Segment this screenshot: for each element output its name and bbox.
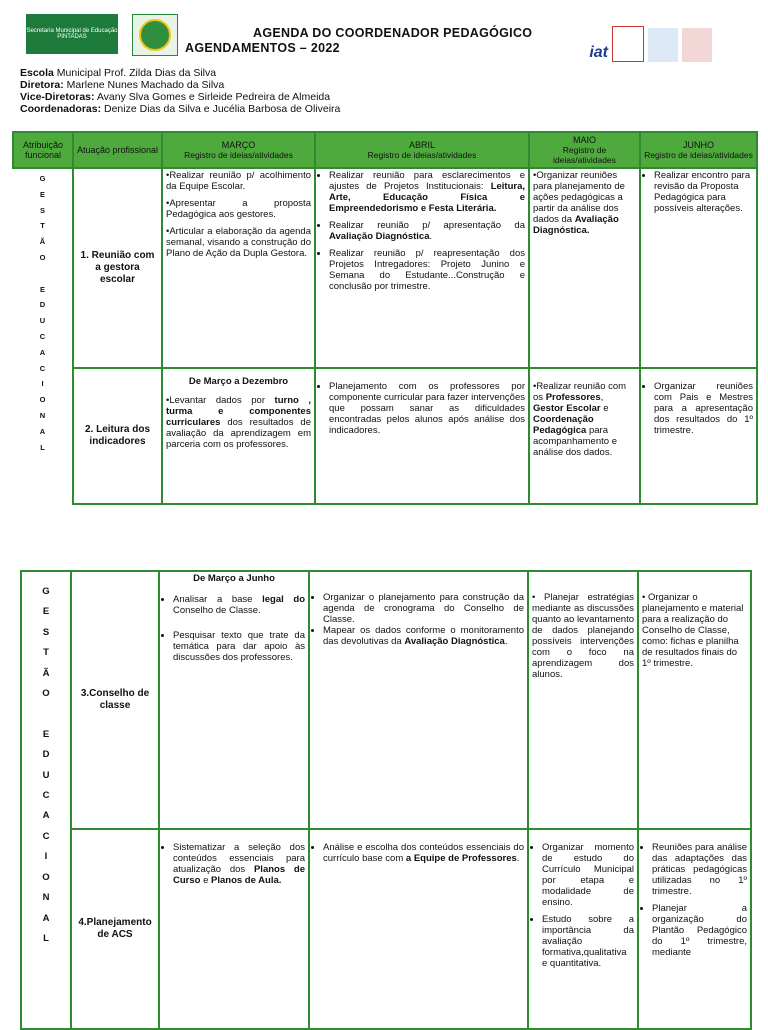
junho-item: • Reuniões para análise das adaptações das práticas pedagógicas utilizadas no 1º trimestre. bbox=[652, 842, 747, 897]
junho-item: • Realizar encontro para revisão da Proposta Pedagógica para possíveis alterações. bbox=[654, 170, 753, 214]
vertical-letter: Ã bbox=[39, 237, 46, 247]
marco-item: •Articular a elaboração da agenda semanal, visando a construção do Plano de Ação da Dupla Gestora. bbox=[166, 226, 311, 259]
vertical-letter: G bbox=[39, 174, 46, 183]
table-row bbox=[21, 829, 751, 1029]
marco-text-bold: legal do bbox=[262, 594, 305, 605]
atuacao-cell: 2. Leitura dos indicadores bbox=[73, 368, 162, 504]
maio-text: •Realizar reunião com os bbox=[533, 381, 627, 403]
junho-cell bbox=[640, 368, 757, 504]
col-maio bbox=[529, 132, 640, 168]
marco-cell bbox=[162, 168, 315, 368]
marco-text: e bbox=[200, 875, 212, 886]
col-junho bbox=[640, 132, 757, 168]
maio-cell bbox=[529, 168, 640, 368]
registro-label: Registro de ideias/atividades bbox=[367, 150, 477, 160]
vertical-letter: Ã bbox=[42, 667, 50, 679]
vertical-letter: A bbox=[42, 912, 50, 924]
junho-item: • Planejar a organização do Plantão Pedagógico do 1º trimestre, mediante bbox=[652, 903, 747, 958]
table-row bbox=[21, 571, 751, 829]
coord-line bbox=[20, 103, 340, 115]
vertical-letter: I bbox=[41, 379, 44, 389]
agenda-table-1 bbox=[12, 131, 758, 505]
marco-text: Conselho de Classe. bbox=[173, 605, 261, 616]
marco-text: Analisar a base bbox=[173, 594, 263, 605]
abril-text: . bbox=[516, 853, 520, 864]
marco-text: Sistematizar a seleção dos conteúdos essenciais para atualização dos bbox=[173, 842, 305, 875]
abril-text-bold: Avaliação Diagnóstica bbox=[329, 231, 430, 242]
coord-value: Denize Dias da Silva e Jucélia Barbosa de Oliveira bbox=[101, 103, 341, 115]
vertical-letter bbox=[22, 704, 70, 724]
vertical-letter: C bbox=[39, 331, 46, 341]
partner-logo-4 bbox=[716, 28, 746, 62]
marco-item bbox=[173, 842, 305, 886]
vertical-letter: A bbox=[39, 426, 46, 436]
gestao-educacional-label bbox=[13, 168, 73, 504]
partner-logo-3 bbox=[682, 28, 712, 62]
maio-text: • Planejar estratégias mediante as discussões quanto ao levantamento de dados planejando possíveis intervenções com o foco na aprendizagem dos alunos. bbox=[532, 592, 634, 680]
maio-text: , bbox=[600, 392, 604, 403]
vertical-letter: A bbox=[42, 810, 50, 822]
abril-text-bold: Leitura, Arte, Educação Física e Empreendedorismo e Festa Literária. bbox=[329, 181, 525, 214]
abril-item: • Planejamento com os professores por componente curricular para fazer intervenções que possam sanar as dificuldades encontradas pelos alunos após análise dos indicadores. bbox=[329, 381, 525, 436]
atuacao-cell: 3.Conselho de classe bbox=[71, 571, 159, 829]
gestao-educacional-label bbox=[21, 571, 71, 1029]
junho-item: • Organizar reuniões com Pais e Mestres para a apresentação dos resultados do 1º trimestre. bbox=[654, 381, 753, 436]
marco-text-bold: Planos de Curso bbox=[173, 864, 305, 886]
agenda-table-2 bbox=[20, 570, 752, 1030]
junho-text: • Organizar o planejamento e material para a realização do Conselho de Classe, como: fichas e planilha de resultados finais do 1º trimestre. bbox=[642, 592, 744, 669]
marco-item: •Realizar reunião p/ acolhimento da Equipe Escolar. bbox=[166, 170, 311, 192]
maio-text: para acompanhamento e análise dos dados. bbox=[533, 425, 617, 458]
abril-text: . bbox=[429, 231, 433, 242]
vice-line bbox=[20, 91, 340, 103]
vertical-letter: D bbox=[39, 300, 46, 310]
abril-text-bold: Avaliação Diagnóstica bbox=[404, 636, 505, 647]
maio-text: •Organizar reuniões para planejamento de ações pedagógicas a partir da análise dos dados da bbox=[533, 170, 625, 225]
vertical-letter: O bbox=[39, 395, 46, 405]
abril-text: Realizar reunião para esclarecimentos e ajustes de Projetos Institucionais: bbox=[329, 170, 525, 192]
abril-item bbox=[323, 625, 524, 647]
vertical-letter: E bbox=[42, 728, 50, 740]
marco-text: dos resultados de avaliação da aprendizagem em parceria com os professores. bbox=[166, 417, 311, 450]
marco-item: •Apresentar a proposta Pedagógica aos gestores. bbox=[166, 198, 311, 220]
col-marco bbox=[162, 132, 315, 168]
registro-label: Registro de ideias/atividades bbox=[644, 150, 753, 160]
partner-logo-2 bbox=[648, 28, 678, 62]
marco-text: •Levantar dados por bbox=[166, 395, 275, 406]
maio-label: MAIO bbox=[572, 135, 596, 145]
abril-label: ABRIL bbox=[408, 140, 435, 150]
maio-item: • Estudo sobre a importância da avaliação formativa,qualitativa e quantitativa. bbox=[542, 914, 634, 969]
maio-text-bold: Avaliação Diagnóstica. bbox=[533, 214, 619, 236]
abril-item bbox=[329, 170, 525, 214]
period-label: De Março a Dezembro bbox=[188, 376, 289, 387]
col-atuacao: Atuação profissional bbox=[73, 132, 162, 168]
abril-text: Realizar reunião p/ apresentação da bbox=[329, 220, 525, 231]
seal-icon bbox=[139, 19, 171, 51]
iat-logo: iat bbox=[589, 44, 608, 61]
vertical-letter: C bbox=[42, 830, 50, 842]
school-info bbox=[20, 67, 340, 115]
vertical-letter: O bbox=[42, 688, 50, 700]
maio-cell bbox=[529, 368, 640, 504]
marco-cell bbox=[159, 829, 309, 1029]
vertical-letter: S bbox=[42, 626, 50, 638]
vertical-letter: T bbox=[40, 221, 45, 231]
partner-logos bbox=[589, 26, 746, 62]
marco-label: MARÇO bbox=[221, 140, 256, 150]
vertical-letter: U bbox=[42, 769, 50, 781]
vertical-letter: O bbox=[39, 252, 46, 262]
vertical-letter: S bbox=[39, 205, 45, 215]
page-subtitle: AGENDAMENTOS – 2022 bbox=[185, 41, 340, 55]
marco-item bbox=[173, 594, 305, 616]
atuacao-cell: 1. Reunião com a gestora escolar bbox=[73, 168, 162, 368]
vertical-letter: O bbox=[42, 871, 50, 883]
abril-cell bbox=[309, 571, 528, 829]
vice-label: Vice-Diretoras: bbox=[20, 91, 95, 103]
partner-logo-1 bbox=[612, 26, 644, 62]
abril-cell bbox=[315, 168, 529, 368]
vertical-letter: N bbox=[42, 892, 50, 904]
maio-text-bold: Coordenação Pedagógica bbox=[533, 414, 594, 436]
maio-text-bold: Gestor Escolar bbox=[533, 403, 601, 414]
vertical-letter: T bbox=[43, 647, 49, 659]
abril-item bbox=[323, 842, 524, 864]
abril-text: . bbox=[504, 636, 508, 647]
vertical-letter: C bbox=[42, 790, 50, 802]
marco-cell bbox=[162, 368, 315, 504]
maio-text: e bbox=[600, 403, 609, 414]
vertical-letter: N bbox=[39, 410, 46, 420]
abril-text-bold: a Equipe de Professores bbox=[405, 853, 517, 864]
junho-cell bbox=[638, 829, 751, 1029]
maio-item: • Organizar momento de estudo do Currículo Municipal por etapa e modalidade de ensino. bbox=[542, 842, 634, 908]
header-row bbox=[13, 132, 757, 168]
vertical-letter: D bbox=[42, 749, 50, 761]
school-seal-logo bbox=[132, 14, 178, 56]
registro-label: Registro de ideias/atividades bbox=[553, 145, 616, 165]
col-atribuicao: Atribuição funcional bbox=[13, 132, 73, 168]
escola-label: Escola bbox=[20, 67, 54, 79]
junho-label: JUNHO bbox=[683, 140, 714, 150]
diretora-label: Diretora: bbox=[20, 79, 64, 91]
escola-value: Municipal Prof. Zilda Dias da Silva bbox=[53, 67, 217, 79]
atuacao-cell: 4.Planejamento de ACS bbox=[71, 829, 159, 1029]
abril-item bbox=[329, 220, 525, 242]
vice-value: Avany Slva Gomes e Sirleide Pedreira de Almeida bbox=[94, 91, 331, 103]
diretora-value: Marlene Nunes Machado da Silva bbox=[63, 79, 225, 91]
junho-cell bbox=[638, 571, 751, 829]
abril-text: Análise e escolha dos conteúdos essenciais do currículo base com bbox=[323, 842, 524, 864]
registro-label: Registro de ideias/atividades bbox=[184, 150, 293, 160]
secretaria-logo-text: Secretaria Municipal de Educação PINTADAS bbox=[26, 28, 118, 40]
abril-item: • Organizar o planejamento para construção da agenda de cronograma do Conselho de Classe. bbox=[323, 592, 524, 625]
vertical-letter: I bbox=[44, 851, 48, 863]
vertical-letter: A bbox=[39, 347, 46, 357]
maio-cell bbox=[528, 571, 638, 829]
vertical-letter: E bbox=[42, 606, 50, 618]
abril-cell bbox=[309, 829, 528, 1029]
vertical-letter: L bbox=[43, 932, 49, 944]
page-title: AGENDA DO COORDENADOR PEDAGÓGICO bbox=[253, 26, 533, 40]
vertical-letter: L bbox=[40, 442, 45, 452]
col-abril bbox=[315, 132, 529, 168]
escola-line bbox=[20, 67, 340, 79]
abril-cell bbox=[315, 368, 529, 504]
vertical-letter: U bbox=[39, 316, 46, 326]
coord-label: Coordenadoras: bbox=[20, 103, 102, 115]
marco-item: • Pesquisar texto que trate da temática para dar apoio às discussões dos professores. bbox=[173, 630, 305, 663]
abril-item: • Realizar reunião p/ reapresentação dos Projetos Intregadores: Projeto Junino e Semana do Estudante...Construção e conclusão por trimestre. bbox=[329, 248, 525, 292]
table-row bbox=[13, 168, 757, 368]
abril-text: Mapear os dados conforme o monitoramento das devolutivas da bbox=[323, 625, 524, 647]
vertical-letter: G bbox=[42, 586, 50, 597]
vertical-letter: C bbox=[39, 363, 46, 373]
secretaria-logo bbox=[26, 14, 118, 54]
period-label: De Março a Junho bbox=[193, 573, 275, 584]
marco-text-bold: turno , turma e componentes curriculares bbox=[166, 395, 311, 428]
junho-cell bbox=[640, 168, 757, 368]
marco-text-bold: Planos de Aula. bbox=[211, 875, 282, 886]
vertical-letter: E bbox=[39, 284, 45, 294]
vertical-letter: E bbox=[39, 189, 45, 199]
table-row bbox=[13, 368, 757, 504]
maio-text-bold: Professores bbox=[545, 392, 601, 403]
maio-cell bbox=[528, 829, 638, 1029]
vertical-letter bbox=[13, 266, 72, 282]
marco-cell bbox=[159, 571, 309, 829]
diretora-line bbox=[20, 79, 340, 91]
